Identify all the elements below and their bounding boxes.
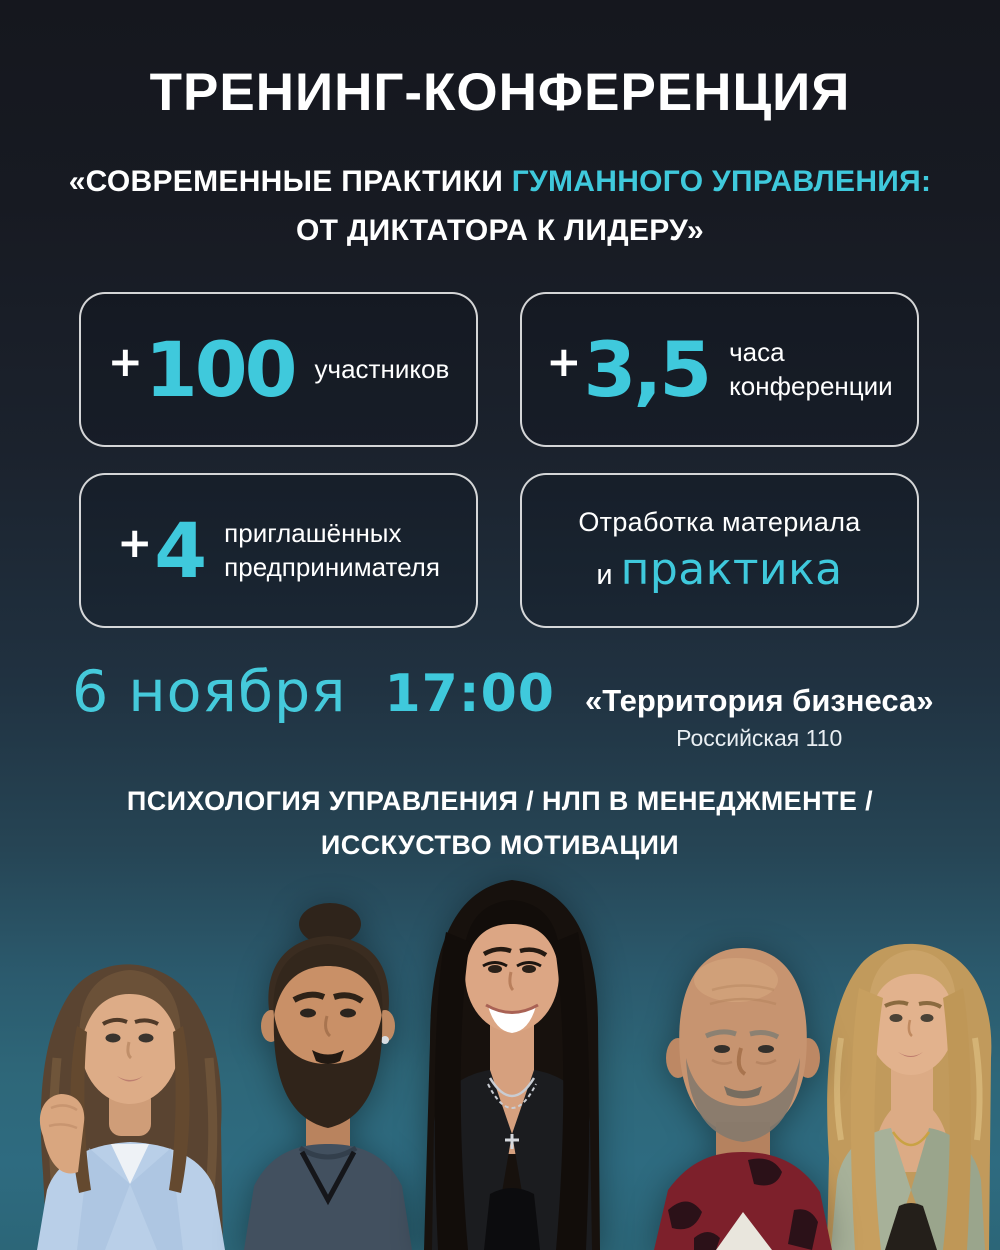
practice-line1: Отработка материала	[578, 506, 861, 537]
topics-line2: ИССКУСТВО МОТИВАЦИИ	[320, 829, 680, 860]
stat-value-entrepreneurs: +4	[117, 505, 205, 595]
stat-card-hours	[520, 292, 919, 447]
venue-address: Российская 110	[676, 725, 843, 751]
practice-line2: и практика	[596, 543, 843, 595]
topics-list	[0, 780, 1000, 867]
stat-value-participants: +100	[107, 324, 295, 414]
stat-label-participants: участников	[314, 353, 450, 384]
practice-text	[578, 507, 860, 595]
speaker-photo-3	[372, 872, 652, 1250]
plus-sign: +	[546, 336, 582, 386]
page-title: ТРЕНИНГ-КОНФЕРЕНЦИЯ	[149, 63, 851, 122]
stats-grid	[79, 292, 919, 628]
stat-label-hours: часа конференции	[729, 336, 893, 401]
event-date: 6 ноября	[72, 659, 347, 725]
stat-row	[546, 324, 893, 414]
plus-sign: +	[117, 517, 153, 567]
stat-card-entrepreneurs	[79, 473, 478, 628]
stat-card-participants	[79, 292, 478, 447]
plus-sign: +	[107, 336, 143, 386]
stat-row	[117, 505, 440, 595]
stat-row	[107, 324, 450, 414]
stat-value-hours: +3,5	[546, 324, 710, 414]
subtitle-line1-accent: ГУМАННОГО УПРАВЛЕНИЯ:	[511, 165, 932, 198]
stat-label-entrepreneurs: приглашённых предпринимателя	[224, 517, 440, 582]
subtitle-line2: ОТ ДИКТАТОРА К ЛИДЕРУ»	[296, 213, 704, 247]
practice-accent: практика	[620, 543, 843, 595]
topics-line1: ПСИХОЛОГИЯ УПРАВЛЕНИЯ / НЛП В МЕНЕДЖМЕНТЕ /	[126, 786, 874, 816]
conference-subtitle	[0, 158, 1000, 255]
stat-card-practice	[520, 473, 919, 628]
event-info-row	[72, 659, 934, 752]
venue-name: «Территория бизнеса»	[584, 683, 934, 718]
event-time: 17:00	[384, 664, 555, 724]
subtitle-line1-white: «СОВРЕМЕННЫЕ ПРАКТИКИ	[68, 165, 512, 198]
venue-block	[585, 685, 933, 752]
